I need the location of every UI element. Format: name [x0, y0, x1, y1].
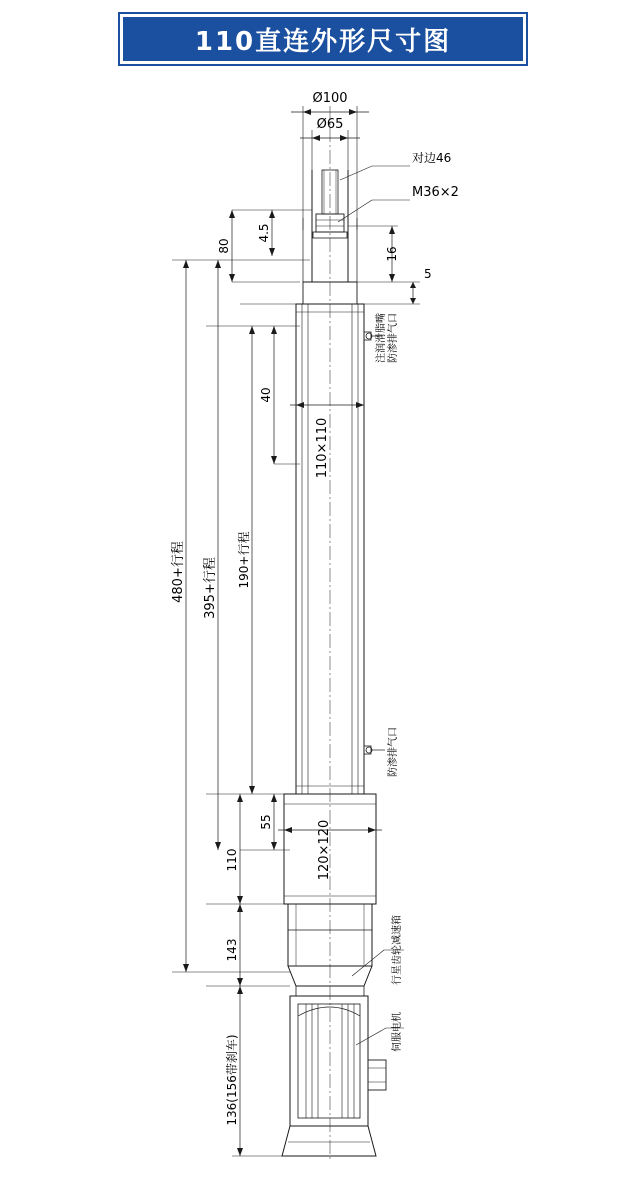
dim-rear-55: 55	[259, 814, 273, 830]
dim-body-section: 110×110	[315, 417, 330, 479]
dim-motor-136: 136(156带刹车)	[225, 1034, 239, 1126]
dim-wrench-flat: 对边46	[412, 151, 452, 165]
callout-grease-port-top: 防渗排气口	[388, 313, 399, 363]
callout-grease-port-bottom: 防渗排气口	[388, 727, 399, 777]
dim-rod-small-45: 4.5	[257, 223, 271, 243]
dim-plate-5: 5	[424, 267, 432, 281]
dim-rod-len-80: 80	[217, 238, 231, 254]
dim-motor-box: 120×120	[317, 819, 332, 881]
dim-rear-110: 110	[225, 848, 239, 872]
page-title: 110直连外形尺寸图	[194, 26, 452, 57]
dim-motor-143: 143	[225, 938, 239, 962]
dim-rod-od: Ø65	[316, 117, 344, 132]
callout-servo-motor: 伺服电机	[392, 1012, 403, 1052]
dim-top-od: Ø100	[312, 91, 348, 106]
dim-nut-16: 16	[385, 246, 399, 262]
callout-planetary-reducer: 行星齿轮减速箱	[392, 915, 403, 985]
dim-offset-40: 40	[259, 387, 273, 403]
dim-thread: M36×2	[412, 185, 459, 200]
callout-grease-nipple-top: 注润滑脂嘴	[376, 313, 387, 363]
title-banner	[120, 14, 526, 64]
dim-stroke-395: 395+行程	[203, 557, 218, 619]
dim-stroke-480: 480+行程	[171, 541, 186, 603]
dim-stroke-190: 190+行程	[237, 531, 251, 589]
dimension-drawing	[0, 60, 640, 1200]
